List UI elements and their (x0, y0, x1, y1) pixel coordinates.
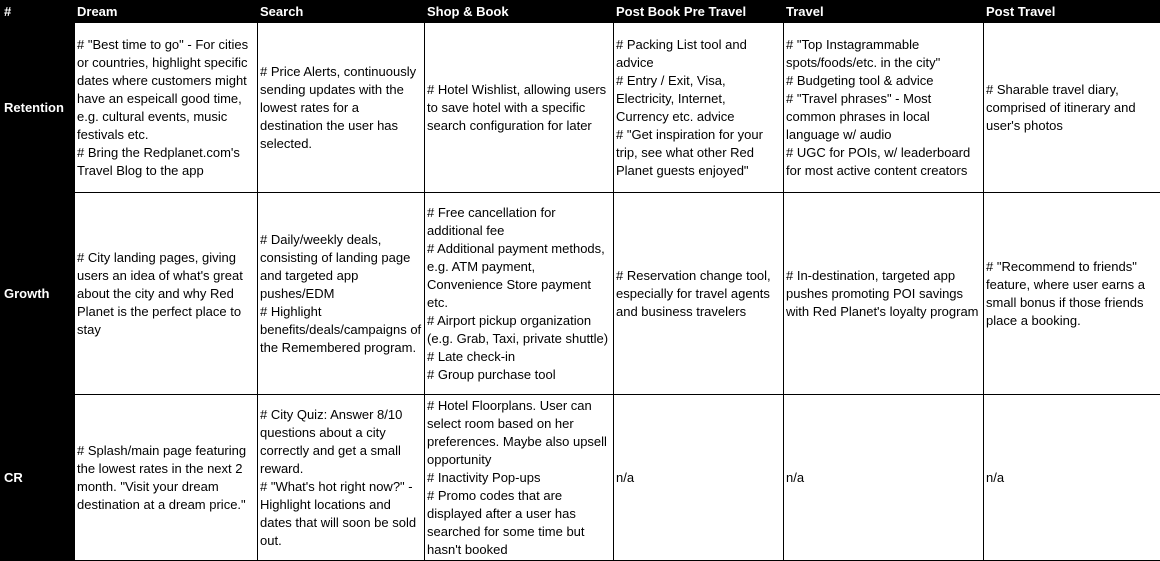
cell-line: # Packing List tool and advice (616, 36, 781, 72)
cell-line: # Inactivity Pop-ups (427, 469, 611, 487)
cell-line: # UGC for POIs, w/ leaderboard for most active content creators (786, 144, 981, 180)
cell-line: # "Top Instagrammable spots/foods/etc. in the city" (786, 36, 981, 72)
cell-line: # Bring the Redplanet.com's Travel Blog to the app (77, 144, 255, 180)
cell-line: # Hotel Floorplans. User can select room based on her preferences. Maybe also upsell opportunity (427, 397, 611, 469)
corner-header: # (1, 1, 75, 23)
row-header-growth: Growth (1, 193, 75, 395)
column-header-post-travel: Post Travel (984, 1, 1160, 23)
cell-growth-post-book-pre-travel (614, 193, 784, 395)
cell-growth-shop-book (425, 193, 614, 395)
cell-line: # Entry / Exit, Visa, Electricity, Internet, Currency etc. advice (616, 72, 781, 126)
cell-line: # "Travel phrases" - Most common phrases in local language w/ audio (786, 90, 981, 144)
column-header-dream: Dream (75, 1, 258, 23)
cell-retention-shop-book (425, 23, 614, 193)
cell-retention-post-travel (984, 23, 1160, 193)
row-cr (1, 395, 1160, 561)
cell-line: # Budgeting tool & advice (786, 72, 981, 90)
cell-line: n/a (616, 469, 781, 487)
cell-retention-post-book-pre-travel (614, 23, 784, 193)
cell-line: # Airport pickup organization (e.g. Grab, Taxi, private shuttle) (427, 312, 611, 348)
cell-line: # City Quiz: Answer 8/10 questions about a city correctly and get a small reward. (260, 406, 422, 478)
column-header-post-book-pre-travel: Post Book Pre Travel (614, 1, 784, 23)
cell-line: # "Best time to go" - For cities or countries, highlight specific dates where customers might have an espeicall good time, e.g. cultural events, music festivals etc. (77, 36, 255, 144)
cell-growth-travel (784, 193, 984, 395)
cell-line: # "Recommend to friends" feature, where user earns a small bonus if those friends place a booking. (986, 258, 1158, 330)
cell-line: n/a (786, 469, 981, 487)
cell-cr-travel (784, 395, 984, 561)
cell-line: # Late check-in (427, 348, 611, 366)
cell-line: # Daily/weekly deals, consisting of landing page and targeted app pushes/EDM (260, 231, 422, 303)
cell-retention-dream (75, 23, 258, 193)
cell-cr-post-travel (984, 395, 1160, 561)
header-row (1, 1, 1160, 23)
cell-line: # Free cancellation for additional fee (427, 204, 611, 240)
cell-cr-dream (75, 395, 258, 561)
column-header-search: Search (258, 1, 425, 23)
cell-growth-dream (75, 193, 258, 395)
cell-line: # Reservation change tool, especially for travel agents and business travelers (616, 267, 781, 321)
column-header-travel: Travel (784, 1, 984, 23)
cell-line: # Additional payment methods, e.g. ATM payment, Convenience Store payment etc. (427, 240, 611, 312)
cell-line: # In-destination, targeted app pushes promoting POI savings with Red Planet's loyalty program (786, 267, 981, 321)
row-header-retention: Retention (1, 23, 75, 193)
cell-retention-travel (784, 23, 984, 193)
cell-line: # "Get inspiration for your trip, see what other Red Planet guests enjoyed" (616, 126, 781, 180)
cell-cr-post-book-pre-travel (614, 395, 784, 561)
row-growth (1, 193, 1160, 395)
column-header-shop-book: Shop & Book (425, 1, 614, 23)
cell-growth-post-travel (984, 193, 1160, 395)
cell-retention-search (258, 23, 425, 193)
cell-line: # Price Alerts, continuously sending updates with the lowest rates for a destination the user has selected. (260, 63, 422, 153)
cell-line: # "What's hot right now?" - Highlight locations and dates that will soon be sold out. (260, 478, 422, 550)
cell-line: # Hotel Wishlist, allowing users to save hotel with a specific search configuration for later (427, 81, 611, 135)
cell-line: # City landing pages, giving users an idea of what's great about the city and why Red Planet is the perfect place to stay (77, 249, 255, 339)
cell-line: # Sharable travel diary, comprised of itinerary and user's photos (986, 81, 1158, 135)
cell-cr-shop-book (425, 395, 614, 561)
cell-cr-search (258, 395, 425, 561)
cell-line: # Highlight benefits/deals/campaigns of the Remembered program. (260, 303, 422, 357)
cell-line: n/a (986, 469, 1158, 487)
row-header-cr: CR (1, 395, 75, 561)
row-retention (1, 23, 1160, 193)
cell-line: # Splash/main page featuring the lowest rates in the next 2 month. "Visit your dream destination at a dream price." (77, 442, 255, 514)
cell-growth-search (258, 193, 425, 395)
cell-line: # Group purchase tool (427, 366, 611, 384)
cell-line: # Promo codes that are displayed after a user has searched for some time but hasn't booked (427, 487, 611, 559)
